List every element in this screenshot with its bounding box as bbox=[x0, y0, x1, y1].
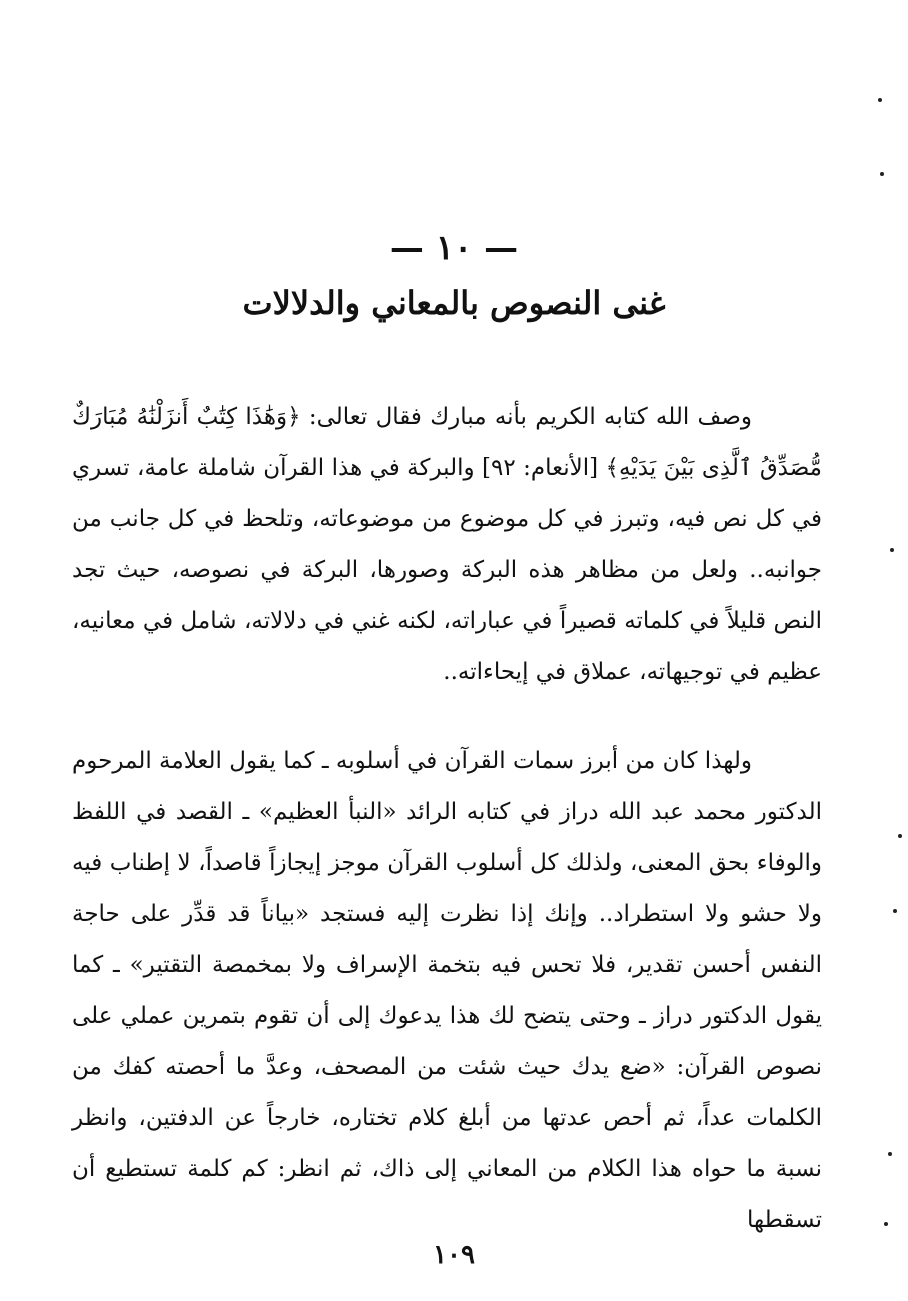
paragraph-text: وصف الله كتابه الكريم بأنه مبارك فقال تعالى: ﴿وَهَٰذَا كِتَٰبٌ أَنزَلْنَٰهُ مُبَارَكٌ مُّصَدِّقُ ٱلَّذِى بَيْنَ يَدَيْهِ﴾ [الأنعام: ٩٢] والبركة في هذا القرآن شاملة عامة، تسري في كل نص فيه، وتبرز في كل موضوع من موضوعاته، وتلحظ في كل جانب من جوانبه.. ولعل من مظاهر هذه البركة وصورها، البركة في نصوصه، حيث تجد النص قليلاً في كلماته قصيراً في عباراته، لكنه غني في دلالاته، شامل في معانيه، عظيم في توجيهاته، عملاق في إيحاءاته.. bbox=[72, 404, 822, 685]
paragraph-1 bbox=[72, 392, 822, 698]
scan-speck bbox=[884, 1222, 888, 1226]
page-number: ١٠٩ bbox=[433, 1240, 475, 1270]
scan-speck bbox=[888, 1152, 892, 1156]
chapter-title: غنى النصوص بالمعاني والدلالات bbox=[242, 284, 666, 322]
scan-speck bbox=[878, 98, 882, 102]
scan-speck bbox=[898, 834, 902, 838]
scan-speck bbox=[890, 548, 894, 552]
paragraph-text: ولهذا كان من أبرز سمات القرآن في أسلوبه ـ كما يقول العلامة المرحوم الدكتور محمد عبد الله دراز في كتابه الرائد «النبأ العظيم» ـ القصد في اللفظ والوفاء بحق المعنى، ولذلك كل أسلوب القرآن موجز إيجازاً قاصداً، لا إطناب فيه ولا حشو ولا استطراد.. وإنك إذا نظرت إليه فستجد «بياناً قد قدِّر على حاجة النفس أحسن تقدير، فلا تحس فيه بتخمة الإسراف ولا بمخمصة التقتير» ـ كما يقول الدكتور دراز ـ وحتى يتضح لك هذا يدعوك إلى أن تقوم بتمرين عملي على نصوص القرآن: «ضع يدك حيث شئت من المصحف، وعدَّ ما أحصته كفك من الكلمات عداً، ثم أحص عدتها من أبلغ كلام تختاره، خارجاً عن الدفتين، وانظر نسبة ما حواه هذا الكلام من المعاني إلى ذاك، ثم انظر: كم كلمة تستطيع أن تسقطها bbox=[72, 748, 822, 1233]
scan-speck bbox=[880, 172, 884, 176]
scan-speck bbox=[893, 909, 897, 913]
paragraph-2 bbox=[72, 736, 822, 1246]
chapter-number: — ١٠ — bbox=[389, 228, 519, 268]
